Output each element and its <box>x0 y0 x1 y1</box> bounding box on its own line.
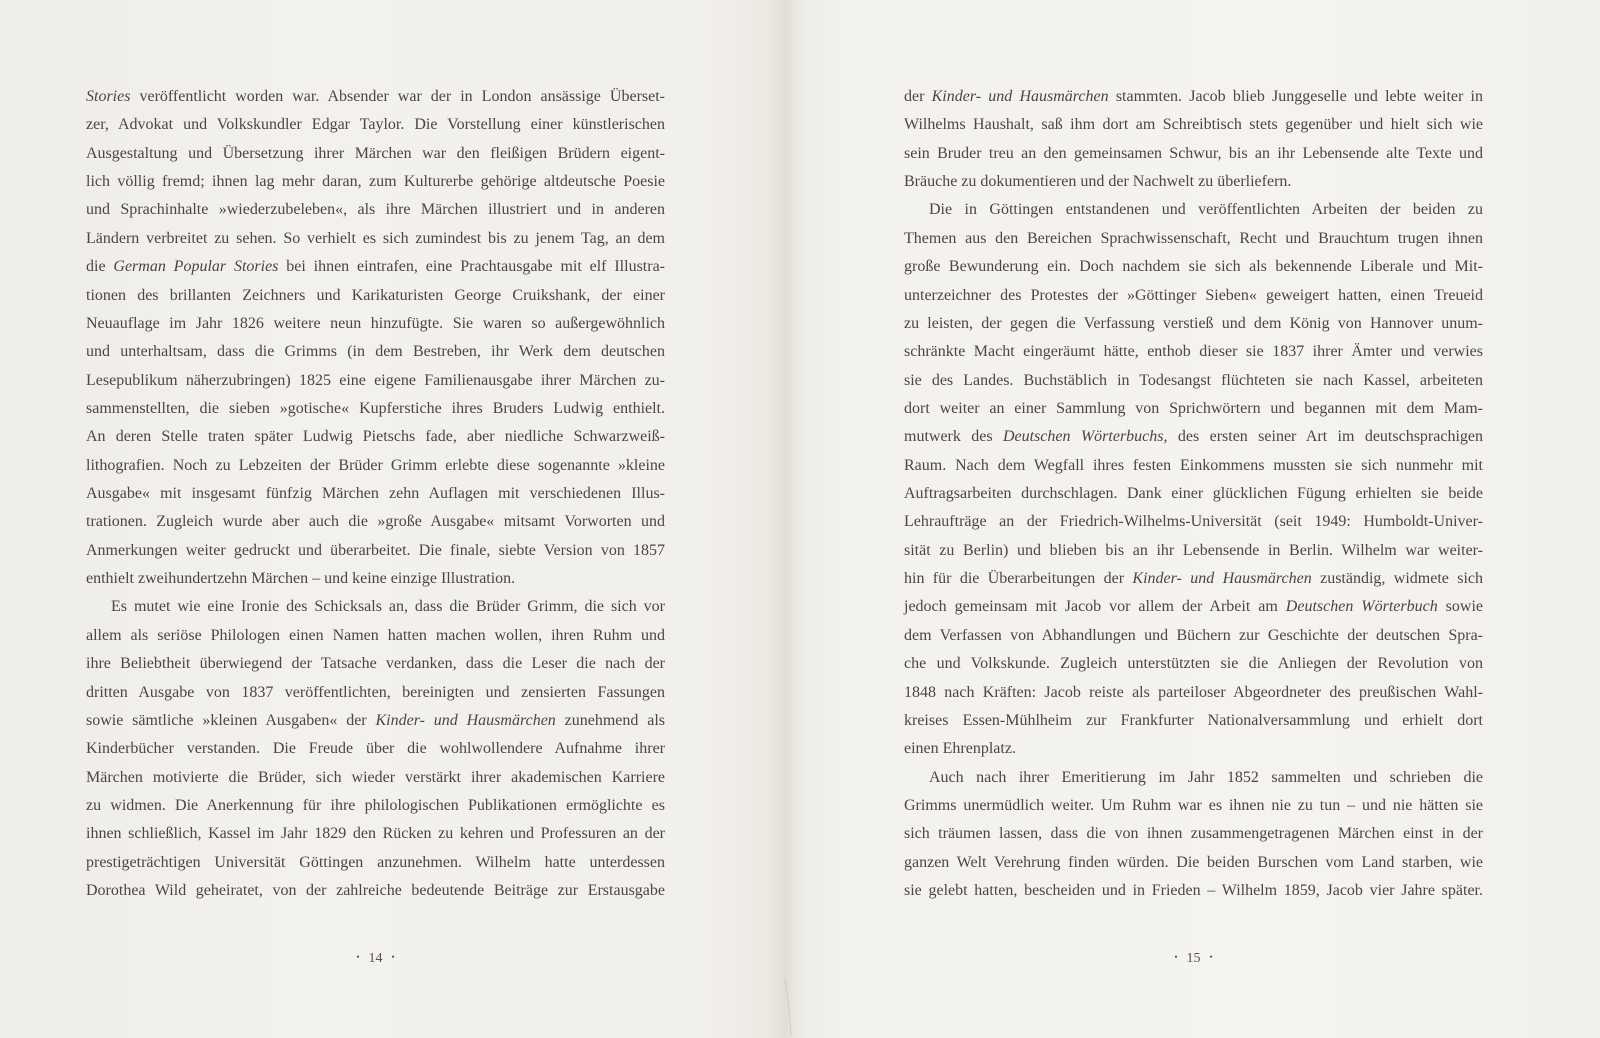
text-line: dem Verfassen von Abhandlungen und Büchern zur Geschichte der deutschen Spra- <box>904 626 1483 644</box>
text-line: Dorothea Wild geheiratet, von der zahlreiche bedeutende Beiträge zur Erstausgabe <box>86 882 665 900</box>
text-run: stammten. Jacob blieb Junggeselle und lebte weiter in <box>1108 88 1483 105</box>
text-run: der <box>904 88 932 105</box>
paragraph <box>86 593 665 905</box>
folio-ornament: • <box>1174 952 1178 962</box>
text-line <box>86 253 665 281</box>
text-run: mutwerk des <box>904 428 1003 446</box>
text-line: che und Volkskunde. Zugleich unterstützten sie die Anliegen der Revolution von <box>904 655 1483 673</box>
text-line <box>86 83 665 111</box>
folio-ornament: • <box>1209 952 1213 962</box>
paragraph <box>904 83 1483 196</box>
italic-title: Kinder- und Hausmärchen <box>931 88 1109 105</box>
text-line: unterzeichner des Protestes der »Göttinger Sieben« geweigert hatten, einen Treueid <box>904 286 1483 304</box>
text-line: 1848 nach Kräften: Jacob reiste als parteiloser Abgeordneter des preußischen Wahl- <box>904 683 1483 701</box>
text-line: und Sprachinhalte »wiederzubeleben«, als ihre Märchen illustriert und in anderen <box>86 201 665 219</box>
text-line: einen Ehrenplatz. <box>904 740 1016 758</box>
text-line: zu widmen. Die Anerkennung für ihre philologischen Publikationen ermöglichte es <box>86 796 665 814</box>
text-line: schränkte Macht eingeräumt hätte, enthob dieser sie 1837 ihrer Ämter und verwies <box>904 343 1483 361</box>
text-line: Ausgabe« mit insgesamt fünfzig Märchen zehn Auflagen mit verschiedenen Illus- <box>86 485 665 503</box>
text-line: dort weiter an einer Sammlung von Sprichwörtern und begannen mit dem Mam- <box>904 399 1483 417</box>
right-page-text <box>904 83 1483 905</box>
text-line: Märchen motivierte die Brüder, sich wieder verstärkt ihrer akademischen Karriere <box>86 768 665 786</box>
page-number <box>86 946 665 970</box>
text-line: Themen aus den Bereichen Sprachwissenschaft, Recht und Brauchtum trugen ihnen <box>904 229 1483 247</box>
text-line <box>904 83 1483 111</box>
text-run: jedoch gemeinsam mit Jacob vor allem der Arbeit am <box>904 598 1286 616</box>
text-line: Neuauflage im Jahr 1826 weitere neun hinzufügte. Sie waren so außergewöhnlich <box>86 314 665 332</box>
text-line: prestigeträchtigen Universität Göttingen anzunehmen. Wilhelm hatte unterdessen <box>86 853 665 871</box>
text-line <box>904 423 1483 451</box>
page-number-value: 14 <box>368 951 383 966</box>
text-run: zunehmend als <box>555 711 666 729</box>
text-run: sowie sämtliche »kleinen Ausgaben« der <box>86 711 376 729</box>
text-run: veröffentlicht worden war. Absender war der in London ansässige Überset- <box>130 88 665 105</box>
text-line: Es mutet wie eine Ironie des Schicksals an, dass die Brüder Grimm, die sich vor <box>111 598 665 616</box>
text-line <box>904 565 1483 593</box>
text-run: zuständig, widmete sich <box>1311 570 1483 588</box>
text-line: sein Bruder treu an den gemeinsamen Schwur, bis an ihr Lebensende alte Texte und <box>904 144 1483 162</box>
text-line: Ausgestaltung und Übersetzung ihrer Märchen war den fleißigen Brüdern eigent- <box>86 144 665 162</box>
text-line: Kinderbücher verstanden. Die Freude über die wohlwollendere Aufnahme ihrer <box>86 740 665 758</box>
text-line: ihnen schließlich, Kassel im Jahr 1829 den Rücken zu kehren und Professuren an der <box>86 825 665 843</box>
text-line: ganzen Welt Verehrung finden würden. Die beiden Burschen vom Land starben, wie <box>904 853 1483 871</box>
text-line: sie gelebt hatten, bescheiden und in Frieden – Wilhelm 1859, Jacob vier Jahre später. <box>904 882 1483 900</box>
text-run: bei ihnen eintrafen, eine Prachtausgabe mit elf Illustra- <box>278 258 666 276</box>
text-line <box>904 593 1483 621</box>
text-line: ihre Beliebtheit überwiegend der Tatsache verdanken, dass die Leser die nach der <box>86 655 665 673</box>
page-number <box>904 946 1483 970</box>
text-line: sich träumen lassen, dass die von ihnen zusammengetragenen Märchen einst in der <box>904 825 1483 843</box>
italic-title: Deutschen Wörterbuchs <box>1002 428 1164 446</box>
paragraph <box>904 764 1483 906</box>
text-line: sität zu Berlin) und blieben bis an ihr Lebensende in Berlin. Wilhelm war weiter- <box>904 541 1483 559</box>
text-run: sowie <box>1437 598 1484 616</box>
right-page <box>785 0 1600 1038</box>
italic-title: Deutschen Wörterbuch <box>1285 598 1438 616</box>
text-line: trationen. Zugleich wurde aber auch die »große Ausgabe« mitsamt Vorworten und <box>86 513 665 531</box>
text-line: Auch nach ihrer Emeritierung im Jahr 1852 sammelten und schrieben die <box>929 768 1483 786</box>
left-page-text <box>86 83 665 905</box>
text-line: An deren Stelle traten später Ludwig Pietschs fade, aber niedliche Schwarzweiß- <box>86 428 665 446</box>
text-line: zu leisten, der gegen die Verfassung verstieß und dem König von Hannover unum- <box>904 314 1483 332</box>
text-run: die <box>86 258 114 276</box>
text-line: Bräuche zu dokumentieren und der Nachwelt zu überliefern. <box>904 173 1292 191</box>
italic-title: German Popular Stories <box>113 258 279 276</box>
text-line: Grimms unermüdlich weiter. Um Ruhm war es ihnen nie zu tun – und nie hätten sie <box>904 796 1483 814</box>
text-run: hin für die Überarbeitungen der <box>904 570 1133 588</box>
text-line: kreises Essen-Mühlheim zur Frankfurter Nationalversammlung und erhielt dort <box>904 711 1483 729</box>
italic-title: Kinder- und Hausmärchen <box>375 711 556 729</box>
paragraph <box>86 83 665 593</box>
text-line: lich völlig fremd; ihnen lag mehr daran, zum Kulturerbe gehörige altdeutsche Poesie <box>86 173 665 191</box>
folio-ornament: • <box>391 952 395 962</box>
text-line: große Bewunderung ein. Doch nachdem sie sich als bekennende Liberale und Mit- <box>904 258 1483 276</box>
text-line: Raum. Nach dem Wegfall ihres festen Einkommens mussten sie sich nunmehr mit <box>904 456 1483 474</box>
text-line: Lehraufträge an der Friedrich-Wilhelms-Universität (seit 1949: Humboldt-Univer- <box>904 513 1483 531</box>
text-line: Die in Göttingen entstandenen und veröffentlichten Arbeiten der beiden zu <box>929 201 1483 219</box>
italic-title: Stories <box>86 88 131 105</box>
text-line <box>86 707 665 735</box>
text-line: Anmerkungen weiter gedruckt und überarbeitet. Die finale, siebte Version von 1857 <box>86 541 665 559</box>
text-line: tionen des brillanten Zeichners und Karikaturisten George Cruikshank, der einer <box>86 286 665 304</box>
text-line: lithografien. Noch zu Lebzeiten der Brüder Grimm erlebte diese sogenannte »kleine <box>86 456 665 474</box>
text-line: Ländern verbreitet zu sehen. So verhielt es sich zumindest bis zu jenem Tag, an dem <box>86 229 665 247</box>
text-line: sammenstellten, die sieben »gotische« Kupferstiche ihres Bruders Ludwig enthielt. <box>86 399 665 417</box>
text-line: Auftragsarbeiten durchschlagen. Dank einer glücklichen Fügung erhielten sie beide <box>904 485 1483 503</box>
text-run: , des ersten seiner Art im deutschsprachigen <box>1163 428 1484 446</box>
text-line: Lesepublikum näherzubringen) 1825 eine eigene Familienausgabe ihrer Märchen zu- <box>86 371 665 389</box>
text-line: enthielt zweihundertzehn Märchen – und keine einzige Illustration. <box>86 570 516 588</box>
folio-ornament: • <box>356 952 360 962</box>
text-line: sie des Landes. Buchstäblich in Todesangst flüchteten sie nach Kassel, arbeiteten <box>904 371 1483 389</box>
left-page <box>0 0 785 1038</box>
italic-title: Kinder- und Hausmärchen <box>1132 570 1312 588</box>
paragraph <box>904 196 1483 763</box>
text-line: zer, Advokat und Volkskundler Edgar Taylor. Die Vorstellung einer künstlerischen <box>86 116 665 134</box>
text-line: allem als seriöse Philologen einen Namen hatten machen wollen, ihren Ruhm und <box>86 626 665 644</box>
text-line: dritten Ausgabe von 1837 veröffentlichten, bereinigten und zensierten Fassungen <box>86 683 665 701</box>
text-line: und unterhaltsam, dass die Grimms (in dem Bestreben, ihr Werk dem deutschen <box>86 343 665 361</box>
page-number-value: 15 <box>1186 951 1201 966</box>
text-line: Wilhelms Haushalt, saß ihm dort am Schreibtisch stets gegenüber und hielt sich wie <box>904 116 1483 134</box>
